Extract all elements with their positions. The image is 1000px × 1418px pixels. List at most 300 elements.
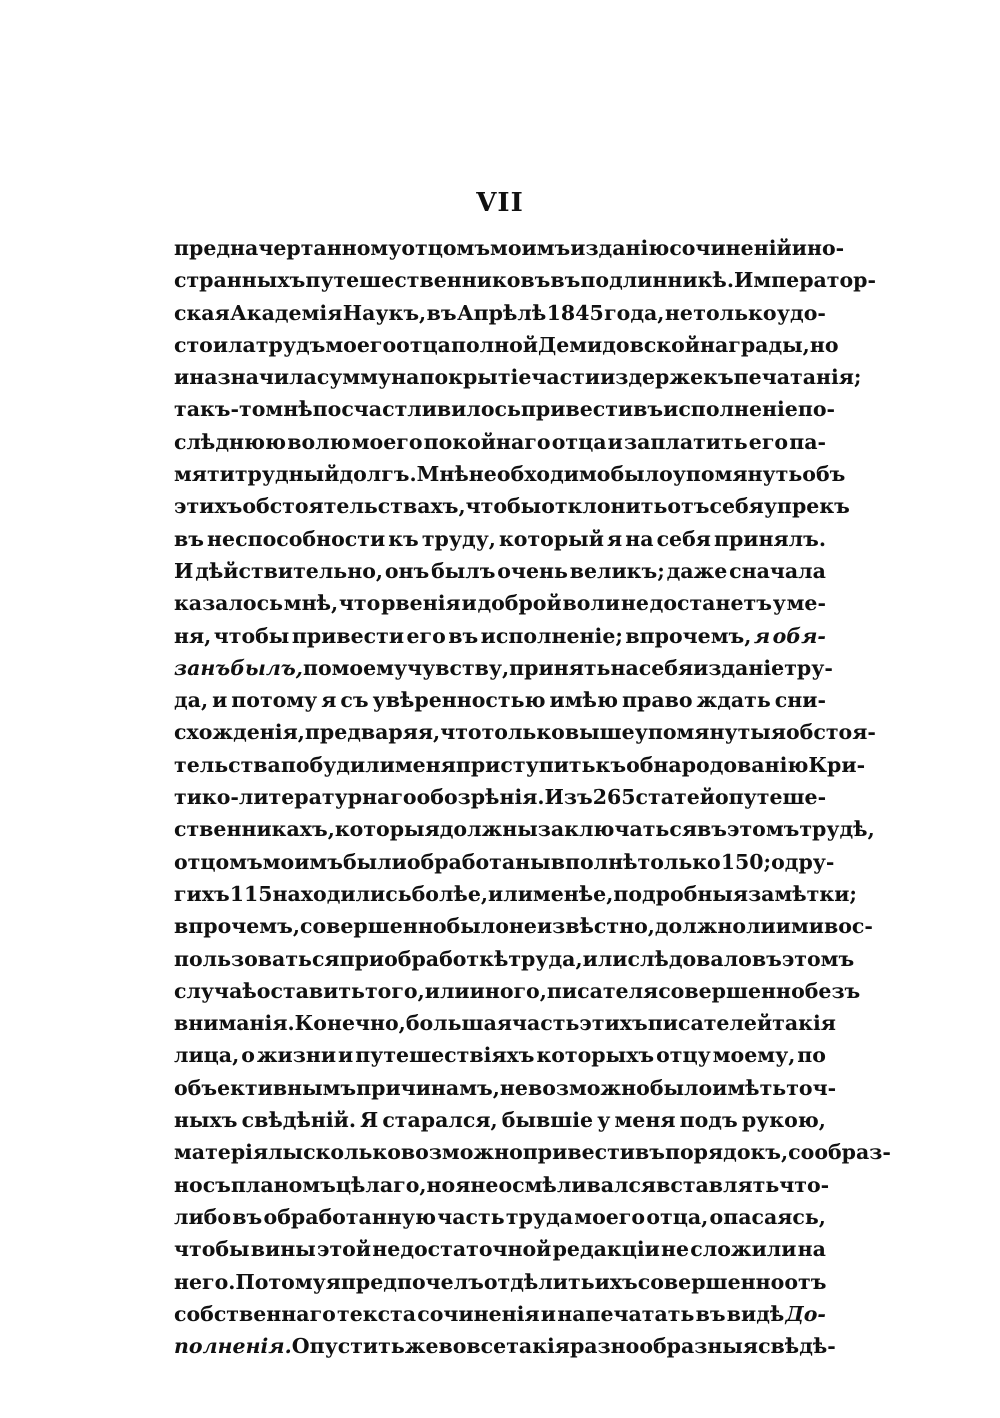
text-line [174,910,873,942]
word: волю [287,429,351,454]
word: ждать [696,688,771,713]
word: у [597,1108,611,1133]
word: Наукъ, [342,300,427,325]
italic-word: я [753,623,771,648]
word: не [499,1075,528,1100]
word: недостаточной [372,1237,552,1262]
text-line [174,426,826,458]
word: Демидовской [537,332,700,357]
word: вос- [823,914,873,939]
word: Император- [733,268,877,293]
word: имѣю [549,688,618,713]
text-line [174,846,835,878]
word: тру- [784,655,833,680]
word: не [620,591,649,616]
word: исполненіе [663,397,798,422]
word: части [531,365,601,390]
word: труду, [421,526,496,551]
word: Мнѣ [416,462,469,487]
text-line [174,1104,826,1136]
word: на [391,365,420,390]
word: но [426,1172,456,1197]
word: на [625,526,654,551]
word: порядокъ, [665,1140,789,1165]
italic-word: занъ [174,655,231,680]
word: моему [331,655,408,680]
word: въ [751,946,782,971]
word: года, [604,300,665,325]
word: необходимо [468,462,611,487]
text-line [174,555,826,587]
word: я [455,1172,471,1197]
word: только [637,849,721,874]
word: я [321,688,337,713]
word: обозрѣнія. [416,785,545,810]
word: отца, [646,1204,709,1229]
word: трудѣ, [799,817,875,842]
word: полной [450,332,538,357]
word: пользоваться [174,946,340,971]
word: обработкѣ [384,946,509,971]
word: въ [448,623,479,648]
word: такъ-то [174,397,266,422]
word: покрытіе [419,365,532,390]
word: воли [562,591,621,616]
word: замѣтки; [748,881,857,906]
word: моего [325,332,397,357]
word: этомъ [781,946,855,971]
word: и [540,1301,556,1326]
text-line [174,264,877,296]
word: впрочемъ, [174,914,300,939]
word: сни- [774,688,826,713]
word: и [212,688,228,713]
word: посчастливилось [312,397,521,422]
word: текста [337,1301,417,1326]
word: ственникахъ, [174,817,335,842]
word: такія [772,1011,836,1036]
text-line [174,393,836,425]
word: изданію [570,236,670,260]
word: приступить [455,752,596,777]
word: слѣдовало [627,946,752,971]
word: не [664,300,693,325]
word: планомъ [230,1172,336,1197]
word: моему, [712,1043,796,1068]
word: трудъ [255,332,326,357]
text-line [174,232,845,264]
word: по [302,655,332,680]
word: въ [426,300,457,325]
word: сочиненій [669,236,792,260]
word: было [649,1075,713,1100]
word: въ [696,817,727,842]
word: въ [635,1140,665,1165]
text-line [174,1298,826,1330]
word: собственнаго [174,1301,336,1326]
word: стоила [174,332,256,357]
text-line [174,943,855,975]
word: подробныя [613,881,749,906]
word: труда [505,1204,574,1229]
word: но [174,1172,203,1197]
word: моимъ [490,236,571,260]
word: болѣе, [411,881,489,906]
word: обработаны [406,849,551,874]
word: объективнымъ [174,1075,357,1100]
word: него. [174,1269,236,1294]
word: гихъ [174,881,230,906]
word: ме- [786,591,826,616]
text-line [174,1330,836,1362]
text-line [174,684,826,716]
word: совершенно [658,978,805,1003]
word: И [174,558,194,583]
word: этихъ [174,494,243,519]
word: не [470,1172,499,1197]
word: и [174,365,190,390]
italic-word: обя- [772,623,826,648]
word: что- [779,1172,830,1197]
word: сообраз- [788,1140,891,1165]
word: къ [595,752,627,777]
word: въ [695,1301,726,1326]
word: о [241,1043,255,1068]
word: ли [746,914,776,939]
text-line [174,329,839,361]
word: въ [174,526,204,551]
word: отца [396,332,451,357]
word: лица, [174,1043,240,1068]
word: да, [174,688,209,713]
word: отдѣлить [483,1269,595,1294]
word: разнообразныя [569,1334,759,1359]
word: былъ [431,558,496,583]
word: предваряя, [304,720,441,745]
word: матеріялы [174,1140,304,1165]
word: дѣйствительно, [195,558,384,583]
word: только [481,720,565,745]
text-line [174,1039,826,1071]
word: мнѣ [265,397,313,422]
text-line [174,652,833,684]
text-line [174,587,826,619]
word: покойнаго [423,429,551,454]
word: меня [614,1108,676,1133]
word: 1845 [546,300,604,325]
word: Опустить [291,1334,405,1359]
word: точ- [786,1075,837,1100]
word: находились [272,881,412,906]
word: чтобы [465,494,542,519]
text-line [174,749,866,781]
word: или [582,946,628,971]
word: исполненіе; [480,623,623,648]
word: очень [497,558,568,583]
text-line [174,523,826,555]
word: и [338,1043,354,1068]
text-line [174,1266,826,1298]
word: Я [360,1108,379,1133]
word: тельства [174,752,281,777]
word: чтобы [174,1237,250,1262]
word: редакціи [552,1237,660,1262]
word: 150; [720,849,772,874]
word: казалось [174,591,283,616]
word: Потому [235,1269,326,1294]
word: въ [550,268,581,293]
word: о [771,849,785,874]
word: обработанную [263,1204,436,1229]
word: па- [789,429,826,454]
italic-word: полненія. [174,1334,292,1359]
word: вставлять [656,1172,780,1197]
word: этой [317,1237,372,1262]
word: потому [231,688,318,713]
word: достанетъ [649,591,772,616]
word: изданіе [693,655,785,680]
word: же [404,1334,439,1359]
word: къ [388,526,419,551]
text-line [174,1233,826,1265]
word: большая [405,1011,513,1036]
word: мяти [174,462,235,487]
word: привести [291,623,405,648]
word: вовсе [438,1334,507,1359]
italic-word: До- [785,1301,826,1326]
word: цѣлаго, [335,1172,427,1197]
word: его [748,429,789,454]
italic-word: былъ, [230,655,303,680]
word: того, [364,978,425,1003]
word: награды, [700,332,810,357]
word: который [498,526,604,551]
word: либо [174,1204,232,1229]
word: долгъ. [339,462,417,487]
word: удо- [776,300,826,325]
word: схожденія, [174,720,305,745]
word: только [693,300,777,325]
word: упомянуть [672,462,803,487]
word: неизвѣстно, [508,914,655,939]
word: великъ; [569,558,665,583]
word: опасаясь, [709,1204,826,1229]
text-line [174,458,846,490]
word: оставить [256,978,365,1003]
word: писателя [546,978,659,1003]
word: или [424,978,470,1003]
word: ино- [791,236,845,260]
word: даже [666,558,728,583]
word: было [446,914,509,939]
word: моего [351,429,423,454]
word: упрекъ [763,494,850,519]
word: по [797,1043,826,1068]
word: иного, [469,978,547,1003]
word: Академія [230,300,343,325]
word: что [338,591,381,616]
word: обнародованію [626,752,809,777]
word: принялъ. [713,526,826,551]
text-line [174,620,826,652]
word: о [714,785,729,810]
word: при [339,946,385,971]
text-line [174,1201,826,1233]
word: моимъ [262,849,343,874]
word: упомянутыя [634,720,786,745]
word: въ [232,1204,263,1229]
word: и [607,429,623,454]
text-line [174,878,857,910]
word: 115 [229,881,273,906]
text-line [174,975,861,1007]
word: отцу [656,1043,711,1068]
text-line [174,361,862,393]
word: онъ [384,558,430,583]
word: рукою, [741,1108,826,1133]
word: совершенно [637,1269,785,1294]
word: отцомъ [174,849,263,874]
word: и [461,591,477,616]
word: неспособности [207,526,386,551]
word: я [325,1269,341,1294]
word: осмѣливался [498,1172,657,1197]
word: отъ [667,494,710,519]
word: которыхъ [536,1043,655,1068]
word: Кри- [808,752,866,777]
word: путеше- [728,785,827,810]
word: сумму [316,365,392,390]
word: съ [340,688,369,713]
text-line [174,1072,837,1104]
word: объ [802,462,846,487]
word: бывшіе [501,1108,594,1133]
word: менѣе, [532,881,614,906]
word: этихъ [579,1011,648,1036]
word: возможно [400,1140,523,1165]
word: увѣренностью [372,688,546,713]
word: ня, [174,623,212,648]
word: не [661,1237,690,1262]
word: тико-литературнаго [174,785,417,810]
word: подъ [679,1108,738,1133]
word: меня [394,752,456,777]
word: печатанія; [733,365,862,390]
word: мнѣ, [283,591,339,616]
word: Апрѣлѣ [456,300,547,325]
word: свѣдѣній. [241,1108,356,1133]
word: ими [775,914,824,939]
word: предпочелъ [340,1269,484,1294]
word: вниманія. [174,1011,295,1036]
word: моего [574,1204,646,1229]
word: выше [564,720,635,745]
word: 265 [592,785,636,810]
word: въ [633,397,664,422]
word: были [342,849,407,874]
page-number: VII [476,188,524,218]
word: дру- [784,849,835,874]
word: причинамъ, [356,1075,500,1100]
word: видѣ [726,1301,785,1326]
word: рвенія [381,591,461,616]
word: съ [202,1172,231,1197]
word: сочиненія [417,1301,540,1326]
word: жизни [256,1043,337,1068]
word: на [797,1237,826,1262]
word: но [809,332,839,357]
word: отца [551,429,607,454]
word: безъ [804,978,861,1003]
word: напечатать [557,1301,695,1326]
text-line [174,1007,836,1039]
word: я [606,526,623,551]
word: себя [656,526,711,551]
word: Конечно, [294,1011,406,1036]
word: часть [512,1011,580,1036]
word: статей [635,785,715,810]
word: впрочемъ, [625,623,752,648]
word: или [488,881,533,906]
word: вполнѣ [550,849,638,874]
word: себя [709,494,764,519]
word: его [406,623,446,648]
word: старался, [382,1108,498,1133]
word: Изъ [544,785,593,810]
word: побудили [280,752,395,777]
word: трудный [234,462,340,487]
word: путешествіяхъ [355,1043,535,1068]
word: случаѣ [174,978,257,1003]
word: такія [506,1334,570,1359]
word: на [610,655,639,680]
word: возможно [527,1075,650,1100]
word: путешественниковъ [305,268,551,293]
word: по- [797,397,836,422]
word: которыя [334,817,440,842]
word: заключаться [537,817,697,842]
word: было [610,462,673,487]
word: доброй [477,591,562,616]
word: обстоятельствахъ, [242,494,466,519]
word: ихъ [594,1269,638,1294]
word: сложили [690,1237,797,1262]
word: труда, [508,946,583,971]
word: часть [437,1204,505,1229]
word: привести [522,1140,636,1165]
word: сначала [729,558,826,583]
word: странныхъ [174,268,306,293]
word: у [772,591,786,616]
text-line [174,781,826,813]
text-line [174,297,826,329]
word: слѣднюю [174,429,287,454]
text-line [174,1169,830,1201]
word: свѣдѣ- [758,1334,836,1359]
word: должны [439,817,538,842]
word: предначертанному [174,236,402,260]
word: что [440,720,482,745]
word: отцомъ [401,236,491,260]
word: чувству, [407,655,510,680]
word: себя [638,655,694,680]
word: этомъ [726,817,800,842]
word: право [621,688,693,713]
word: вины [250,1237,316,1262]
word: отклонить [541,494,668,519]
word: писателей [647,1011,773,1036]
word: совершенно [299,914,447,939]
